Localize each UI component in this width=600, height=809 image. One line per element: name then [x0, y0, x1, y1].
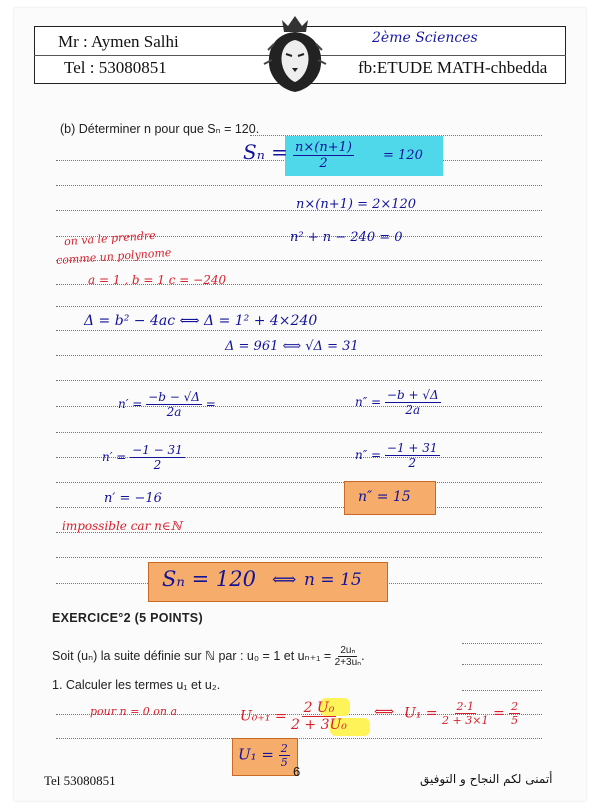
hw2-boxed-numerator: 2 [280, 742, 288, 755]
hw2-equiv: ⟺ [374, 704, 395, 720]
hw-n1-lhs: n′ = [118, 397, 143, 411]
author-name: Mr : Aymen Salhi [58, 32, 179, 51]
hw-n2-lhs: n″ = [355, 395, 382, 409]
hw-sn-fraction [293, 140, 354, 171]
hw-final-equiv: ⟺ [272, 570, 297, 590]
exercise-question-1: 1. Calculer les termes u₁ et u₂. [52, 678, 221, 692]
hw-n2-numerator: −b + √Δ [386, 388, 439, 402]
hw-line-3: n² + n − 240 = 0 [290, 230, 403, 245]
exercise-statement-text: Soit (uₙ) la suite définie sur ℕ par : u₀ = 1 et uₙ₊₁ = [52, 648, 332, 663]
hw2-u1-numerator-2: 2 [511, 700, 519, 713]
author-phone: Tel : 53080851 [64, 58, 167, 77]
hw2-u1-lhs: U₁ = [404, 705, 438, 722]
facebook-page: fb:ETUDE MATH-chbedda [358, 58, 548, 77]
hw2-u-denominator: 2 + 3U₀ [291, 717, 347, 733]
hw-final-left: Sₙ = 120 [162, 567, 256, 591]
hw-line-6: Δ = 961 ⟺ √Δ = 31 [225, 339, 359, 354]
level-script: 2ème Sciences [372, 30, 478, 46]
hw-sn-value: = 120 [383, 148, 423, 163]
hw-n3-lhs: n′ = [102, 450, 127, 464]
hw-n4-lhs: n″ = [355, 448, 382, 462]
hw-n-prime-value: n′ = −16 [104, 491, 162, 506]
hw-sn-numerator: n×(n+1) [295, 140, 352, 155]
hw2-u-lhs: U₀₊₁ = [240, 708, 287, 725]
hw-impossible-note: impossible car n∈ℕ [62, 519, 182, 533]
hw-n3-denominator: 2 [153, 458, 162, 472]
lion-logo-icon [262, 14, 328, 94]
hw-n1-numerator: −b − √Δ [148, 390, 200, 404]
hw-line-4: a = 1 , b = 1 c = −240 [88, 273, 227, 287]
hw-n4-numerator: −1 + 31 [386, 441, 438, 455]
hw2-boxed-denominator: 5 [280, 756, 288, 769]
hw2-boxed-u1 [238, 742, 290, 769]
ruled-line [462, 664, 542, 665]
footer-page-number: 6 [293, 764, 301, 779]
hw-note-2: comme un polynome [55, 245, 172, 268]
hw-line-2: n×(n+1) = 2×120 [296, 197, 417, 212]
hw-n2-row [355, 388, 441, 417]
ruled-line [56, 507, 542, 508]
hw-sn-label: Sₙ = [243, 140, 288, 164]
hw2-u-row [240, 700, 347, 733]
hw2-pour: pour n = 0 on a [90, 705, 178, 718]
hw-sn-denominator: 2 [319, 156, 328, 171]
ruled-line [462, 690, 542, 691]
hw-n3-row [102, 443, 185, 472]
ruled-line [56, 432, 542, 433]
hw-note-1: on va le prendre [63, 228, 157, 249]
hw-n4-row [355, 441, 440, 470]
exercise-statement-numerator: 2uₙ [340, 645, 356, 656]
ruled-line [56, 557, 542, 558]
footer-arabic-wish: أتمنى لكم النجاح و التوفيق [420, 772, 553, 786]
ruled-line [56, 355, 542, 356]
question-b: (b) Déterminer n pour que Sₙ = 120. [60, 122, 260, 136]
hw2-u1-denominator-2: 5 [511, 714, 519, 727]
hw-final-right: n = 15 [304, 570, 362, 590]
ruled-line [56, 380, 542, 381]
exercise-statement-denominator: 2+3uₙ [334, 657, 362, 668]
ruled-line [56, 330, 542, 331]
hw2-u1-numerator: 2·1 [456, 700, 475, 713]
hw-n4-denominator: 2 [408, 456, 417, 470]
hw-n1-row [118, 390, 216, 419]
ruled-line [462, 643, 542, 644]
hw-line-5: Δ = b² − 4ac ⟺ Δ = 1² + 4×240 [84, 313, 318, 329]
hw2-u1-equals: = [492, 705, 505, 722]
exercise-title: EXERCICE°2 (5 POINTS) [52, 611, 203, 625]
footer-phone: Tel 53080851 [44, 773, 116, 788]
hw2-u1-denominator: 2 + 3×1 [442, 714, 489, 727]
hw-n-second-value: n″ = 15 [358, 489, 411, 505]
exercise-statement-end: . [361, 648, 365, 663]
ruled-line [56, 738, 542, 739]
hw-n1-equals: = [205, 397, 216, 411]
ruled-line [56, 185, 542, 186]
hw-n1-denominator: 2a [166, 405, 182, 419]
ruled-line [56, 482, 542, 483]
hw-n2-denominator: 2a [405, 403, 421, 417]
hw2-boxed-lhs: U₁ = [238, 745, 274, 764]
exercise-statement [52, 645, 365, 668]
hw-n3-numerator: −1 − 31 [132, 443, 183, 457]
hw2-u1-row [404, 700, 520, 727]
ruled-line [56, 306, 542, 307]
hw2-u-numerator: 2 U₀ [303, 700, 335, 716]
